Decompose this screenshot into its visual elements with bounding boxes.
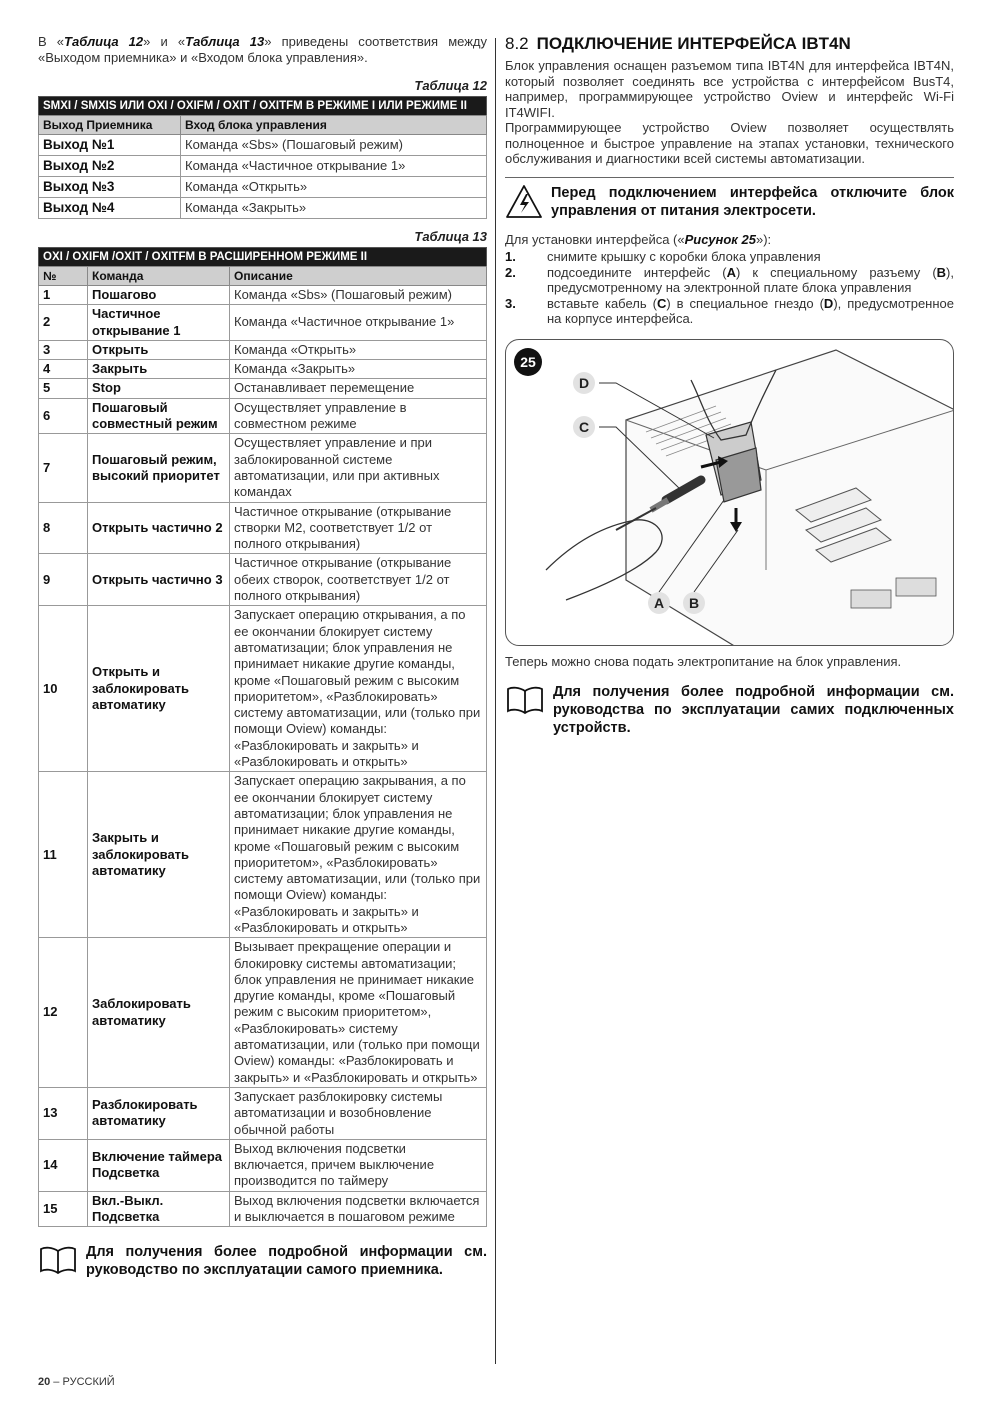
table-row [39, 938, 487, 1088]
command-cell: Пошаговый совместный режим [88, 398, 230, 434]
table-row [39, 379, 487, 398]
table12-title: SMXI / SMXIS ИЛИ OXI / OXIFM / OXIT / OXITFM В РЕЖИМЕ I ИЛИ РЕЖИМЕ II [39, 97, 487, 116]
table13-ref: Таблица 13 [185, 34, 265, 49]
figure-number: 25 [520, 353, 536, 370]
command-cell: Закрыть и заблокировать автоматику [88, 772, 230, 938]
figure-25 [505, 339, 954, 646]
table-row [39, 398, 487, 434]
command-cell: Открыть частично 2 [88, 502, 230, 554]
command-cell: Открыть и заблокировать автоматику [88, 606, 230, 772]
section-heading [505, 34, 954, 54]
column-divider [495, 38, 496, 1364]
description-cell: Осуществляет управление и при заблокированной системе автоматизации, или при активных командах [230, 434, 487, 502]
list-item: 3. вставьте кабель (C) в специальное гнездо (D), предусмотренное на корпусе интерфейса. [505, 295, 955, 326]
command-cell: Вкл.-Выкл. Подсветка [88, 1191, 230, 1227]
row-number: 2 [39, 305, 88, 341]
row-number: 7 [39, 434, 88, 502]
table-row [39, 772, 487, 938]
table-12 [38, 96, 487, 219]
table-row: Выход №1 Команда «Sbs» (Пошаговый режим) [39, 135, 487, 156]
figure25-ref: Рисунок 25 [684, 231, 756, 247]
label-c: C [578, 418, 590, 435]
intro-paragraph: В «Таблица 12» и «Таблица 13» приведены соответствия между «Выходом приемника» и «Входом блока управления». [38, 34, 488, 65]
row-number: 5 [39, 379, 88, 398]
row-number: 10 [39, 606, 88, 772]
label-a: A [653, 594, 665, 611]
description-cell: Команда «Закрыть» [230, 360, 487, 379]
power-warning [505, 177, 954, 220]
install-steps [505, 249, 954, 327]
description-cell: Запускает разблокировку системы автоматизации и возобновление обычной работы [230, 1087, 487, 1139]
left-column [38, 34, 487, 1279]
ibt4n-installation-illustration [506, 340, 954, 646]
table13-col-description: Описание [230, 267, 487, 286]
list-item: 2. подсоедините интерфейс (A) к специальному разъему (B), предусмотренному на электронной плате блока управления [505, 264, 954, 295]
table-row [39, 502, 487, 554]
install-intro: Для установки интерфейса («Рисунок 25»): [505, 231, 772, 247]
table12-col-input: Вход блока управления [181, 116, 487, 135]
table-row [39, 305, 487, 341]
table13-col-command: Команда [88, 267, 230, 286]
description-cell: Запускает операцию закрывания, а по ее окончании блокирует систему автоматизации; блок управления не принимает никакие другие команды, кроме «Пошаговый режим с высоким приоритетом», «Разблокировать» систему автоматизации, или (только при помощи Oview) команды: «Разблокировать и закрыть» и «Разблокировать и открыть» [230, 772, 487, 938]
table-row [39, 286, 487, 305]
command-cell: Закрыть [88, 360, 230, 379]
command-cell: Пошагово [88, 286, 230, 305]
table13-body [39, 286, 487, 1227]
table-row [39, 340, 487, 359]
description-cell: Останавливает перемещение [230, 379, 487, 398]
table-row [39, 434, 487, 502]
description-cell: Частичное открывание (открывание створки М2, соответствует 1/2 от полного открывания) [230, 502, 487, 554]
description-cell: Выход включения подсветки включается, причем выключение производится по таймеру [230, 1139, 487, 1191]
note-left-text: Для получения более подробной информации см. руководство по эксплуатации самого приемника. [86, 1244, 487, 1279]
description-cell: Команда «Sbs» (Пошаговый режим) [230, 286, 487, 305]
table-row [39, 1139, 487, 1191]
receiver-manual-note [38, 1243, 487, 1279]
row-number: 6 [39, 398, 88, 434]
row-number: 12 [39, 938, 88, 1088]
row-number: 11 [39, 772, 88, 938]
table12-col-output: Выход Приемника [39, 116, 181, 135]
after-figure-text: Теперь можно снова подать электропитание на блок управления. [505, 653, 902, 669]
warning-text: Перед подключением интерфейса отключите блок управления от питания электросети. [551, 184, 954, 219]
label-b: B [688, 594, 700, 611]
table-row [39, 606, 487, 772]
table-13 [38, 247, 487, 1227]
table-row: Выход №3 Команда «Открыть» [39, 177, 487, 198]
command-cell: Stop [88, 379, 230, 398]
table-row [39, 554, 487, 606]
description-cell: Команда «Открыть» [230, 340, 487, 359]
table13-col-number: № [39, 267, 88, 286]
electric-hazard-icon [505, 184, 543, 220]
row-number: 15 [39, 1191, 88, 1227]
book-icon [505, 685, 545, 715]
note-right-text: Для получения более подробной информации см. руководства по эксплуатации самих подключенных устройств. [553, 684, 954, 736]
label-d: D [578, 374, 590, 391]
table-row [39, 1087, 487, 1139]
table-row: Выход №4 Команда «Закрыть» [39, 198, 487, 219]
row-number: 3 [39, 340, 88, 359]
row-number: 8 [39, 502, 88, 554]
command-cell: Заблокировать автоматику [88, 938, 230, 1088]
row-number: 13 [39, 1087, 88, 1139]
command-cell: Включение таймера Подсветка [88, 1139, 230, 1191]
table13-title: OXI / OXIFM /OXIT / OXITFM В РАСШИРЕННОМ РЕЖИМЕ II [39, 248, 487, 267]
command-cell: Открыть [88, 340, 230, 359]
description-cell: Запускает операцию открывания, а по ее окончании блокирует систему автоматизации; блок управления не принимает никакие другие команды, кроме «Пошаговый режим с высоким приоритетом», «Разблокировать» систему автоматизации, или (только при помощи Oview) команды: «Разблокировать и закрыть» и «Разблокировать и открыть» [230, 606, 487, 772]
footer-language: – РУССКИЙ [50, 1376, 115, 1388]
description-cell: Осуществляет управление в совместном режиме [230, 398, 487, 434]
row-number: 1 [39, 286, 88, 305]
description-cell: Частичное открывание (открывание обеих створок, соответствует 1/2 от полного открывания) [230, 554, 487, 606]
command-cell: Разблокировать автоматику [88, 1087, 230, 1139]
row-number: 4 [39, 360, 88, 379]
table12-ref: Таблица 12 [64, 34, 144, 49]
section-title: ПОДКЛЮЧЕНИЕ ИНТЕРФЕЙСА IBT4N [536, 34, 851, 53]
section-number: 8.2 [505, 34, 529, 53]
description-cell: Команда «Частичное открывание 1» [230, 305, 487, 341]
table-row: Выход №2 Команда «Частичное открывание 1» [39, 156, 487, 177]
command-cell: Открыть частично 3 [88, 554, 230, 606]
row-number: 14 [39, 1139, 88, 1191]
description-cell: Выход включения подсветки включается и выключается в пошаговом режиме [230, 1191, 487, 1227]
command-cell: Частичное открывание 1 [88, 305, 230, 341]
list-item: 1. снимите крышку с коробки блока управления [505, 249, 821, 264]
section-paragraph-1: Блок управления оснащен разъемом типа IBT4N для интерфейса IBT4N, который позволяет соединять все устройства с интерфейсом BusT4, например, программирующее устройство Oview и интерфейс Wi-Fi IT4WIFI. [505, 58, 954, 120]
command-cell: Пошаговый режим, высокий приоритет [88, 434, 230, 502]
devices-manual-note [505, 683, 954, 737]
right-column [505, 34, 954, 737]
page-number: 20 [38, 1376, 51, 1388]
book-icon [38, 1245, 78, 1275]
table-row [39, 360, 487, 379]
page-footer [38, 1376, 115, 1388]
table13-caption: Таблица 13 [414, 229, 487, 244]
table12-caption: Таблица 12 [414, 78, 487, 93]
table-row [39, 1191, 487, 1227]
section-paragraph-2: Программирующее устройство Oview позволяет осуществлять полноценное и быстрое управление на этапах установки, технического обслуживания и диагностики всей системы автоматизации. [505, 120, 954, 166]
description-cell: Вызывает прекращение операции и блокировку системы автоматизации; блок управления не принимает никакие другие команды, кроме «Пошаговый режим с высоким приоритетом», «Разблокировать» систему автоматизации, или (только при помощи Oview) команды: «Разблокировать и закрыть» и «Разблокировать и открыть» [230, 938, 487, 1088]
row-number: 9 [39, 554, 88, 606]
